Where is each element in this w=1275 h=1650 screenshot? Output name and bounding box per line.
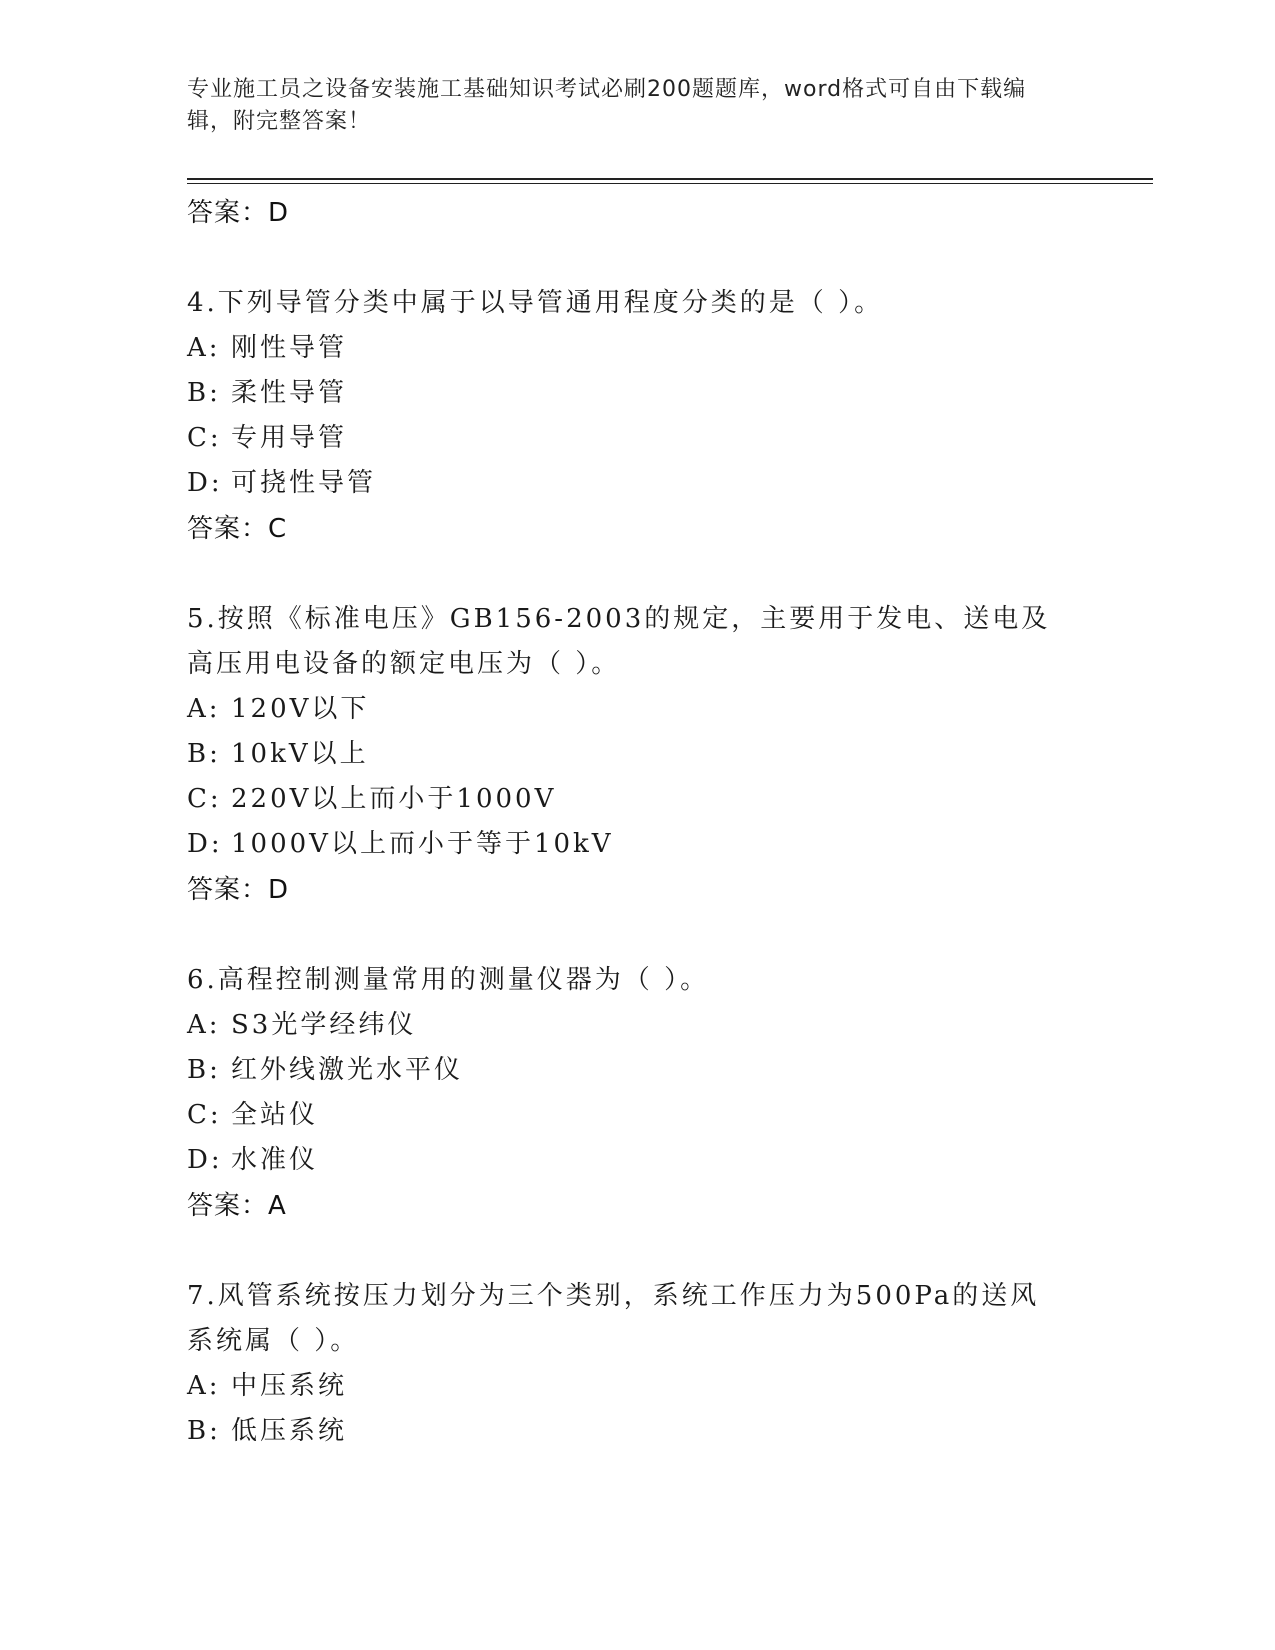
answer-line	[187, 506, 1067, 552]
option-text: 可挠性导管	[231, 468, 377, 498]
answer-prefix: 答案：	[187, 1191, 269, 1221]
option-text: S3光学经纬仪	[231, 1010, 417, 1040]
option-letter: C:	[187, 784, 222, 814]
option-letter: D:	[187, 468, 223, 498]
header-divider-thick	[187, 178, 1153, 180]
option-letter: A:	[187, 694, 221, 724]
option-text: 全站仪	[231, 1100, 319, 1130]
answer-line	[187, 867, 1067, 913]
option-a	[187, 1364, 1067, 1409]
option-text: 中压系统	[231, 1371, 348, 1401]
option-letter: A:	[187, 1371, 221, 1401]
question-text: 6.高程控制测量常用的测量仪器为（ ）。	[187, 965, 710, 995]
answer-value: D	[268, 875, 290, 905]
document-header-title: 专业施工员之设备安装施工基础知识考试必刷200题题库，word格式可自由下载编辑，附完整答案！	[187, 77, 1027, 134]
answer-prefix: 答案：	[187, 514, 269, 544]
option-text: 刚性导管	[231, 333, 348, 363]
option-b	[187, 732, 1067, 777]
option-c	[187, 777, 1067, 822]
option-b	[187, 1048, 1067, 1093]
option-letter: B:	[187, 1416, 221, 1446]
answer-value: C	[268, 514, 288, 544]
option-d	[187, 822, 1067, 867]
question-text: 4.下列导管分类中属于以导管通用程度分类的是（ ）。	[187, 288, 884, 318]
option-b	[187, 371, 1067, 416]
question-content	[187, 190, 1067, 1454]
option-text: 10kV以上	[231, 739, 369, 769]
option-a	[187, 326, 1067, 371]
option-letter: A:	[187, 333, 221, 363]
spacer	[187, 1229, 1067, 1274]
answer-value: D	[268, 198, 290, 228]
spacer	[187, 913, 1067, 958]
option-letter: B:	[187, 739, 221, 769]
option-text: 1000V以上而小于等于10kV	[231, 829, 614, 859]
option-letter: D:	[187, 829, 223, 859]
option-text: 柔性导管	[231, 378, 348, 408]
option-a	[187, 1003, 1067, 1048]
option-b	[187, 1409, 1067, 1454]
option-letter: C:	[187, 423, 222, 453]
answer-prefix: 答案：	[187, 198, 269, 228]
option-d	[187, 461, 1067, 506]
option-c	[187, 1093, 1067, 1138]
answer-prefix: 答案：	[187, 875, 269, 905]
spacer	[187, 236, 1067, 281]
option-text: 专用导管	[231, 423, 348, 453]
spacer	[187, 552, 1067, 597]
answer-line	[187, 190, 1067, 236]
option-letter: C:	[187, 1100, 222, 1130]
option-a	[187, 687, 1067, 732]
option-d	[187, 1138, 1067, 1183]
option-text: 220V以上而小于1000V	[231, 784, 557, 814]
option-letter: D:	[187, 1145, 223, 1175]
question-text: 7.风管系统按压力划分为三个类别，系统工作压力为500Pa的送风系统属（ ）。	[187, 1281, 1040, 1356]
option-c	[187, 416, 1067, 461]
option-text: 水准仪	[231, 1145, 319, 1175]
header-divider-thin	[187, 183, 1153, 184]
option-letter: B:	[187, 1055, 221, 1085]
option-text: 120V以下	[231, 694, 370, 724]
option-text: 低压系统	[231, 1416, 348, 1446]
answer-value: A	[268, 1191, 287, 1221]
option-letter: A:	[187, 1010, 221, 1040]
answer-line	[187, 1183, 1067, 1229]
question-text: 5.按照《标准电压》GB156-2003的规定，主要用于发电、送电及高压用电设备的额定电压为（ ）。	[187, 604, 1051, 679]
option-letter: B:	[187, 378, 221, 408]
option-text: 红外线激光水平仪	[231, 1055, 464, 1085]
